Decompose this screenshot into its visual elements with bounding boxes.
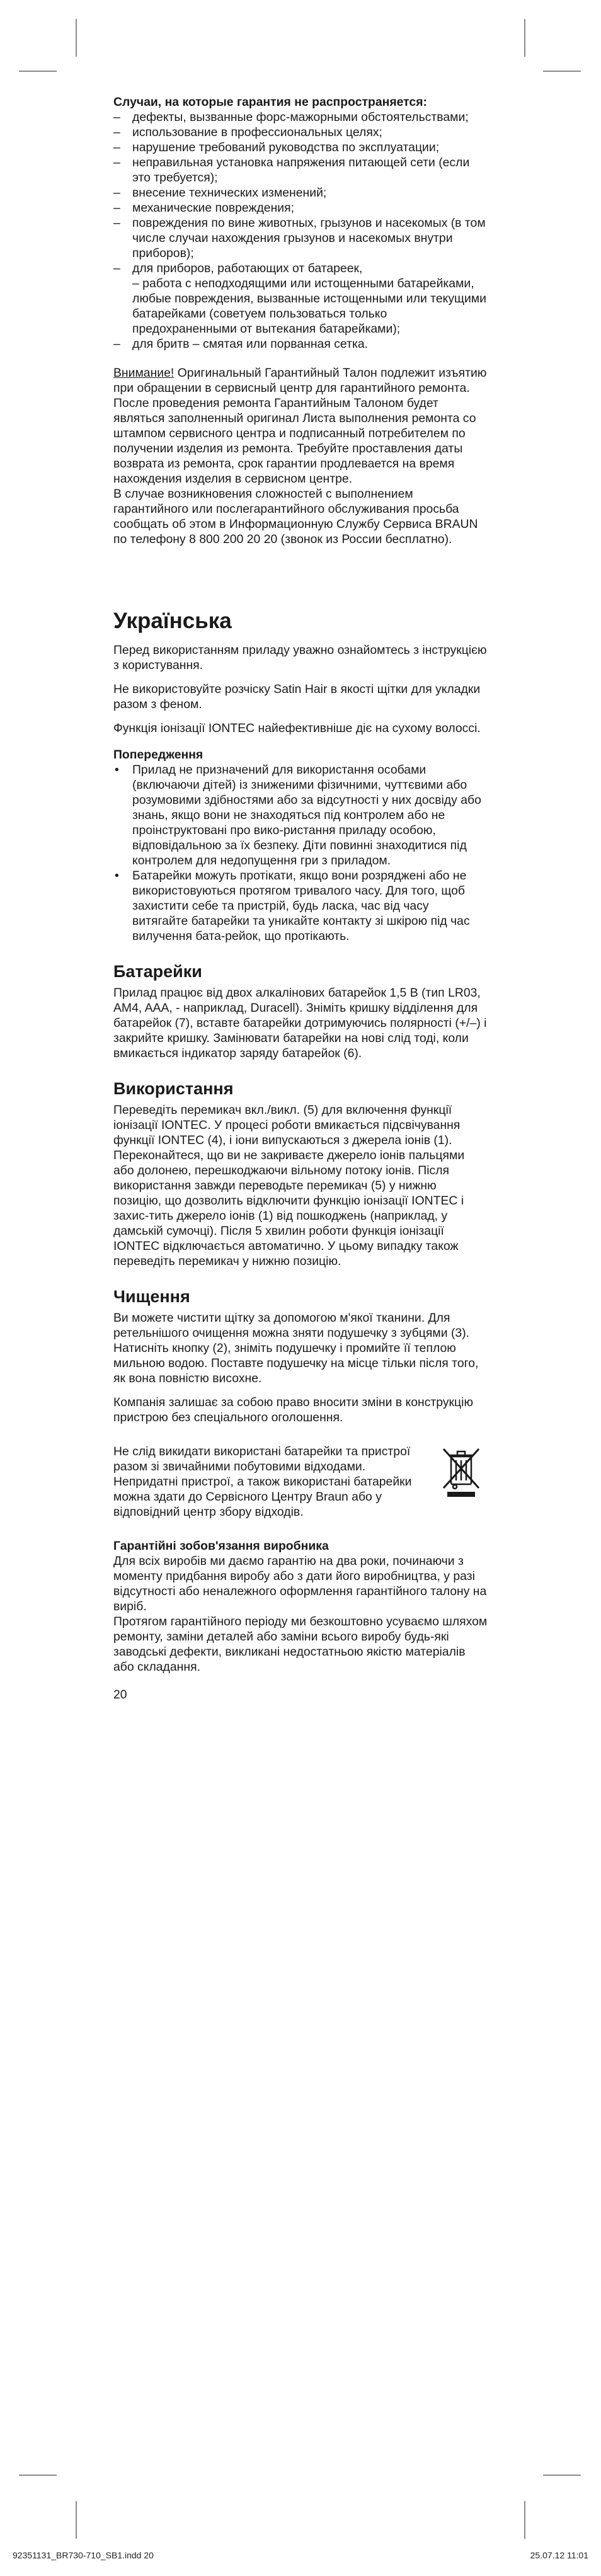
batteries-paragraph: Прилад працює від двох алкалінових батарейок 1,5 В (тип LR03, AM4, AAA, - наприклад, Duracell). Зніміть кришку відділення для батарейок (7), вставте батарейки дотримуючись полярності (+/–) і закрийте кришку. Замінювати батарейки на нові слід тоді, коли вмикається індикатор заряду батарейок (6). <box>113 986 487 1060</box>
list-item: – повреждения по вине животных, грызунов и насекомых (в том числе случаи нахождения грызунов и насекомых внутри приборов); <box>113 215 488 261</box>
usage-heading: Використання <box>113 1079 234 1098</box>
crossed-bin-icon <box>441 1446 481 1499</box>
intro-paragraph: Перед використанням приладу уважно ознайомтесь з інструкцією з користування. <box>113 643 487 672</box>
list-item: – для бритв – смятая или порванная сетка. <box>113 336 488 352</box>
attention-label: Внимание! <box>113 366 175 380</box>
usage-paragraph: Переведіть перемикач вкл./викл. (5) для включення функції іонізації IONTEC. У процесі роботи вмикається підсвічування функції IONTEC (4), і іони випускаються з джерела іонів (1). Переконайтеся, що ви не закриваєте джерело іонів пальцями або долонею, перешкоджаючи вільному потоку іонів. Після використання завжди переводьте перемикач (5) у нижню позицію, що дозволить відключити функцію іонізації IONTEC і захис-тить джерело іонів (1) від пошкоджень (наприклад, у дамській сумочці). Після 5 хвилин роботи функція іонізації IONTEC відключається автоматично. У цьому випадку також переведіть перемикач у нижню позицію. <box>113 1103 465 1268</box>
attention-paragraph <box>113 365 488 486</box>
list-item: – дефекты, вызванные форс-мажорными обстоятельствами; <box>113 110 488 125</box>
list-item: – внесение технических изменений; <box>113 185 488 200</box>
batteries-heading: Батарейки <box>113 962 202 981</box>
list-item: – использование в профессиональных целях; <box>113 125 488 140</box>
list-item <box>113 261 488 336</box>
crop-mark <box>524 19 525 57</box>
list-item: – механические повреждения; <box>113 200 488 215</box>
crop-mark <box>19 71 57 72</box>
crop-mark <box>543 71 581 72</box>
crop-mark <box>524 2501 525 2539</box>
battery-sub-item: – работа с неподходящими или истощенными батарейками, любые повреждения, вызванные истощенными или текущими батарейками (советуем пользоваться только предохраненными от вытекания батарейками); <box>132 277 486 336</box>
guarantee-paragraph: Для всіх виробів ми даємо гарантію на два роки, починаючи з моменту придбання виробу або з дати його виробництва, у разі відсутності або неналежного оформлення гарантійного талону на виріб. <box>113 1554 487 1613</box>
difficulties-paragraph: В случае возникновения сложностей с выполнением гарантийного или послегарантийного обслуживания просьба сообщать об этом в Информационную Службу Сервиса BRAUN по телефону 8 800 200 20 20 (звонок из России бесплатно). <box>113 487 478 546</box>
crop-mark <box>543 2475 581 2476</box>
crop-mark <box>76 2501 77 2539</box>
crop-mark <box>19 2475 57 2476</box>
attention-text: Оригинальный Гарантийный Талон подлежит изъятию при обращении в сервисный центр для гарантийного ремонта. После проведения ремонта Гарантийным Талоном будет являться заполненный оригинал Листа выполнения ремонта со штампом сервисного центра и подписанный потребителем по получении изделия из ремонта. Требуйте проставления даты возврата из ремонта, срок гарантии продлевается на время нахождения изделия в сервисном центре. <box>113 366 487 486</box>
disposal-block <box>113 1444 488 1520</box>
intro-paragraph: Не використовуйте розчіску Satin Hair в якості щітки для укладки разом з феном. <box>113 682 481 711</box>
list-item: • Прилад не призначений для використання особами (включаючи дітей) із зниженими фізичними, чуттєвими або розумовими здібностями або за відсутності у них досвіду або знань, якщо вони не знаходяться під контролем або не проінструктовані про вико-ристання приладу особою, відповідальною за їх безпеку. Діти повинні знаходитися під контролем для недопущення гри з приладом. <box>113 762 488 868</box>
cleaning-paragraph: Ви можете чистити щітку за допомогою м'якої тканини. Для ретельнішого очищення можна зняти подушечку з зубцями (3). Натисніть кнопку (2), зніміть подушечку і промийте її теплою мильною водою. Поставте подушечку на місце тільки після того, як вона повністю висохне. <box>113 1311 479 1385</box>
warranty-exclusions-list <box>113 110 488 352</box>
footer-date: 25.07.12 11:01 <box>530 2550 588 2560</box>
warranty-exclusions-heading: Случаи, на которые гарантия не распространяется: <box>113 95 427 109</box>
warranty-exclusions-ru <box>113 94 488 547</box>
cleaning-heading: Чищення <box>113 1287 190 1306</box>
guarantee-heading: Гарантійні зобов'язання виробника <box>113 1539 329 1553</box>
changes-paragraph: Компанія залишає за собою право вносити зміни в конструкцію пристрою без спеціального оголошення. <box>113 1395 473 1424</box>
warnings-heading: Попередження <box>113 748 203 762</box>
disposal-paragraph: Не слід викидати використані батарейки та пристрої разом зі звичайними побутовими відходами. Непридатні пристрої, а також використані батарейки можна здати до Сервісного Центру Braun або у відповідний центр збору відходів. <box>113 1445 412 1519</box>
ukrainian-section <box>113 609 488 1674</box>
list-item: • Батарейки можуть протікати, якщо вони розряджені або не використовуються протягом тривалого часу. Для того, щоб захистити себе та пристрій, будь ласка, час від часу витягайте батарейки та уникайте контакту зі шкірою під час вилучення бата-рейок, що протікають. <box>113 868 488 944</box>
crop-mark <box>76 19 77 57</box>
list-item-text: для приборов, работающих от батареек, <box>132 261 363 275</box>
page-number: 20 <box>113 1688 127 1702</box>
warnings-list <box>113 762 488 944</box>
manual-page <box>113 94 488 1702</box>
guarantee-paragraph: Протягом гарантійного періоду ми безкоштовно усуваємо шляхом ремонту, заміни деталей або заміни всього виробу будь-які заводські дефекти, викликані недостатньою якістю матеріалів або складання. <box>113 1615 488 1674</box>
footer-file-info: 92351131_BR730-710_SB1.indd 20 <box>13 2550 154 2560</box>
intro-paragraph: Функція іонізації IONTEC найефективніше діє на сухому волоссі. <box>113 721 481 735</box>
list-item: – нарушение требований руководства по эксплуатации; <box>113 140 488 155</box>
list-item: – неправильная установка напряжения питающей сети (если это требуется); <box>113 155 488 185</box>
section-title-ukrainian: Українська <box>113 609 232 633</box>
